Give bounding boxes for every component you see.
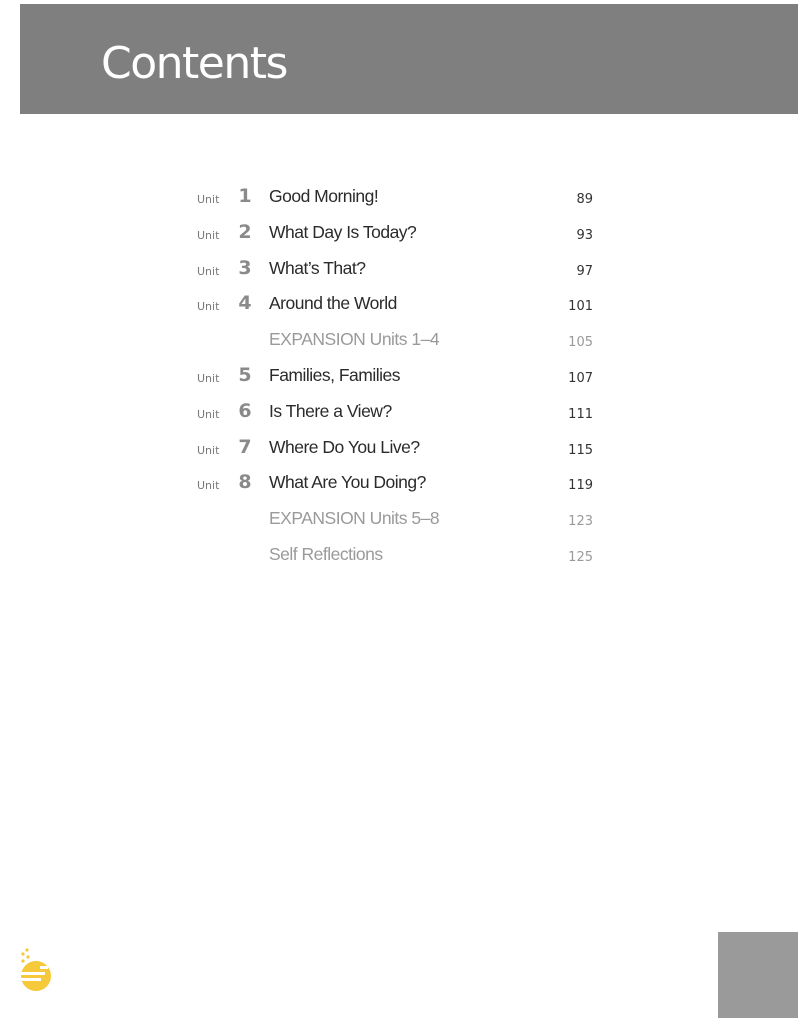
- unit-number: 6: [238, 399, 252, 422]
- toc-entry[interactable]: [190, 216, 600, 252]
- page-number: 107: [568, 370, 593, 386]
- page-number: 111: [568, 406, 593, 422]
- toc-entry[interactable]: [190, 359, 600, 395]
- unit-number: 4: [238, 292, 252, 315]
- entry-title: EXPANSION Units 5–8: [269, 508, 440, 529]
- unit-label: Unit: [197, 407, 220, 421]
- header-band: [20, 4, 798, 114]
- unit-number: 1: [238, 185, 252, 207]
- toc-entry[interactable]: [190, 466, 600, 502]
- unit-label: Unit: [197, 193, 220, 206]
- unit-number: 5: [238, 363, 252, 386]
- entry-title: What’s That?: [269, 257, 366, 278]
- page-number: 119: [568, 478, 593, 494]
- toc-entry[interactable]: [190, 287, 600, 323]
- entry-title: Where Do You Live?: [269, 436, 420, 457]
- unit-label: Unit: [197, 443, 220, 457]
- entry-title: EXPANSION Units 1–4: [269, 329, 440, 350]
- page-number: 123: [568, 514, 593, 530]
- page-number: 125: [568, 549, 593, 565]
- publisher-logo-icon: [18, 946, 56, 994]
- toc-entry[interactable]: [190, 252, 600, 288]
- table-of-contents: [190, 180, 600, 574]
- entry-title: Around the World: [269, 293, 397, 314]
- unit-label: Unit: [197, 228, 220, 242]
- unit-label: Unit: [197, 264, 220, 278]
- toc-entry[interactable]: [190, 431, 600, 467]
- unit-number: 3: [238, 256, 252, 279]
- toc-entry-self-reflections[interactable]: [190, 538, 600, 574]
- toc-entry[interactable]: [190, 395, 600, 431]
- unit-label: Unit: [197, 479, 220, 493]
- unit-number: 8: [238, 471, 252, 494]
- unit-label: Unit: [197, 300, 220, 314]
- page-number: 105: [568, 335, 593, 351]
- unit-number: 7: [238, 435, 252, 458]
- page-title: Contents: [101, 38, 287, 89]
- page-number: 101: [568, 299, 593, 315]
- entry-title: Good Morning!: [269, 186, 379, 206]
- page-number: 89: [576, 192, 593, 207]
- unit-number: 2: [238, 220, 252, 243]
- page-number: 93: [576, 227, 593, 243]
- entry-title: What Are You Doing?: [269, 472, 426, 493]
- entry-title: Self Reflections: [269, 543, 383, 564]
- toc-entry-expansion[interactable]: [190, 502, 600, 538]
- page-number: 115: [568, 442, 593, 458]
- entry-title: Families, Families: [269, 364, 401, 385]
- entry-title: What Day Is Today?: [269, 221, 417, 242]
- page-number: 97: [576, 263, 593, 279]
- entry-title: Is There a View?: [269, 400, 392, 421]
- toc-entry[interactable]: [190, 180, 600, 216]
- unit-label: Unit: [197, 371, 220, 385]
- corner-tab: [718, 932, 798, 1018]
- toc-entry-expansion[interactable]: [190, 323, 600, 359]
